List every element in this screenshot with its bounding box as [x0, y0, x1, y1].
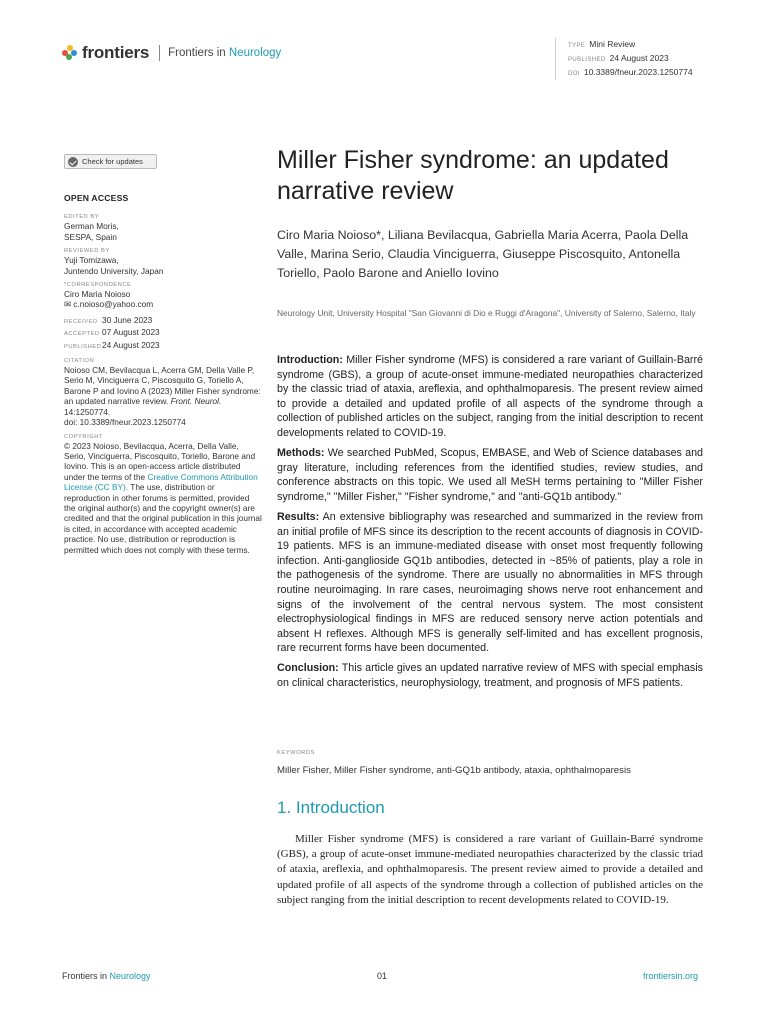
- edited-by-block: [64, 213, 262, 242]
- abstract-text: This article gives an updated narrative review of MFS with special emphasis on clinical characteristics, neurophysiology, treatment, and prognosis of MFS patients.: [277, 662, 703, 689]
- abstract-heading: Results:: [277, 510, 320, 523]
- journal-accent: Neurology: [228, 47, 282, 59]
- check-updates-label: Check for updates: [82, 157, 143, 166]
- date-received: [64, 315, 262, 327]
- abstract-heading: Methods:: [277, 447, 325, 460]
- footer-journal: [62, 971, 151, 981]
- check-updates-button[interactable]: [64, 154, 157, 169]
- correspondence-block: [64, 281, 262, 310]
- abstract-heading: Conclusion:: [277, 662, 339, 675]
- abstract-results: [277, 510, 703, 656]
- author-list: Ciro Maria Noioso*, Liliana Bevilacqua, Gabriella Maria Acerra, Paola Della Valle, Marina Serio, Claudia Vinciguerra, Giuseppe Piscosquito, Antonella Toriello, Paolo Barone and Aniello Iovino: [277, 228, 689, 280]
- correspondence-name: Ciro Maria Noioso: [64, 289, 131, 300]
- meta-key: DOI: [568, 71, 580, 77]
- meta-published: [568, 52, 693, 66]
- footer-journal-accent: Neurology: [109, 971, 151, 981]
- meta-key: TYPE: [568, 43, 586, 49]
- copyright-post: The use, distribution or reproduction in other forums is permitted, provided the original author(s) and the copyright owner(s) are credited and that the original publication in this journal is cited, in accordance with accepted academic practice. No use, distribution or reproduction is permitted which does not comply with these terms.: [64, 482, 262, 555]
- citation-doi[interactable]: doi: 10.3389/fneur.2023.1250774: [64, 417, 186, 428]
- abstract-introduction: [277, 353, 703, 441]
- date-value: 30 June 2023: [102, 314, 153, 325]
- body-paragraph: Miller Fisher syndrome (MFS) is considered a rare variant of Guillain-Barré syndrome (GBS), a group of acute-onset immune-mediated neuropathies characterized by the classic triad of ataxia, areflexia, and ophthalmoparesis. The present review aimed to provide a detailed and updated profile of all aspects of the syndrome through a collection of published articles on the subject ranging from the initial description to recent developments related to COVID-19.: [277, 833, 703, 906]
- abstract-conclusion: [277, 661, 703, 690]
- footer-site-link[interactable]: frontiersin.org: [643, 971, 699, 981]
- journal-name[interactable]: [168, 47, 281, 59]
- brand-name: frontiers: [82, 43, 150, 62]
- header-divider: [159, 45, 160, 61]
- sidebar: [64, 193, 262, 560]
- meta-value: Mini Review: [589, 39, 636, 49]
- editor-name: German Moris,: [64, 221, 119, 232]
- citation-journal: Front. Neurol.: [170, 396, 222, 407]
- date-key: RECEIVED: [64, 318, 98, 325]
- frontiers-logo-icon: [62, 45, 78, 61]
- date-key: PUBLISHED: [64, 343, 102, 350]
- editor-affiliation: SESPA, Spain: [64, 231, 117, 242]
- citation-label: CITATION: [64, 358, 95, 365]
- dates-block: [64, 315, 262, 352]
- check-icon: [68, 157, 78, 167]
- citation-volume: 14:1250774.: [64, 406, 111, 417]
- citation-text: [64, 365, 262, 417]
- copyright-pre: © 2023 Noioso, Bevilacqua, Acerra, Della Valle, Serio, Vinciguerra, Piscosquito, Toriello, Barone and Iovino. This is an open-access article distributed under the terms of the: [64, 440, 256, 482]
- footer-journal-prefix: Frontiers in: [62, 971, 110, 981]
- keywords-label: KEYWORDS: [277, 750, 315, 756]
- open-access-label: OPEN ACCESS: [64, 193, 129, 203]
- abstract-heading: Introduction:: [277, 354, 343, 366]
- correspondence-label: *CORRESPONDENCE: [64, 282, 132, 289]
- frontiers-logo[interactable]: [62, 43, 281, 63]
- keywords: Miller Fisher, Miller Fisher syndrome, anti-GQ1b antibody, ataxia, ophthalmoparesis: [277, 765, 631, 776]
- article-title: Miller Fisher syndrome: an updated narrative review: [277, 146, 669, 205]
- meta-value: 24 August 2023: [609, 53, 669, 63]
- mail-icon: ✉: [64, 299, 74, 310]
- date-accepted: [64, 327, 262, 339]
- correspondence-email-row[interactable]: [64, 299, 262, 309]
- meta-type: [568, 38, 693, 52]
- date-value: 07 August 2023: [102, 327, 160, 338]
- abstract-text: Miller Fisher syndrome (MFS) is considered a rare variant of Guillain-Barré syndrome (GBS), a group of acute-onset immune-mediated neuropathies characterized by the classic triad of ataxia, areflexia, and ophthalmoparesis. The present review aimed to provide a detailed and updated profile of all aspects of the syndrome through a collection of published articles on the subject, ranging from the initial description to recent developments related to COVID-19.: [277, 354, 703, 439]
- copyright-block: [64, 433, 262, 555]
- reviewed-by-label: REVIEWED BY: [64, 248, 110, 255]
- page-number: 01: [377, 971, 388, 981]
- copyright-label: COPYRIGHT: [64, 433, 103, 440]
- article-meta: [555, 38, 693, 80]
- reviewed-by-block: [64, 247, 262, 276]
- section-heading: 1. Introduction: [277, 798, 385, 817]
- edited-by-label: EDITED BY: [64, 214, 100, 221]
- copyright-text: [64, 441, 262, 555]
- abstract: [277, 353, 703, 696]
- abstract-text: We searched PubMed, Scopus, EMBASE, and Web of Science databases and gray literature, including references from the identified studies, review studies, and conference abstracts on this topic. We used all MeSH terms pertaining to "Miller Fisher syndrome," "Miller Fisher," "Fisher syndrome," and "anti-GQ1b antibody.": [277, 447, 703, 503]
- license-link[interactable]: Creative Commons Attribution License (CC BY).: [64, 471, 258, 493]
- citation-main: Noioso CM, Bevilacqua L, Acerra GM, Della Valle P, Serio M, Vinciguerra C, Piscosquito G, Toriello A, Barone P and Iovino A (2023) Miller Fisher syndrome: an updated narrative review.: [64, 365, 261, 407]
- meta-doi[interactable]: [568, 66, 693, 80]
- citation-block: [64, 357, 262, 427]
- date-value: 24 August 2023: [102, 339, 160, 350]
- meta-value[interactable]: 10.3389/fneur.2023.1250774: [583, 67, 693, 77]
- journal-prefix: Frontiers in: [168, 47, 229, 59]
- date-published: [64, 340, 262, 352]
- date-key: ACCEPTED: [64, 331, 100, 338]
- meta-key: PUBLISHED: [568, 57, 606, 63]
- correspondence-email[interactable]: c.noioso@yahoo.com: [73, 299, 154, 310]
- reviewer-name: Yuji Tomizawa,: [64, 255, 119, 266]
- abstract-text: An extensive bibliography was researched and summarized in the review from an initial profile of MFS since its description to the recent accounts of diagnosis in COVID-19 patients. MFS is an immune-mediated disease with onset most frequently following infection. Anti-ganglioside GQ1b antibodies, detected in ~85% of patients, play a role in the pathogenesis of the syndrome. There are usually no abnormalities in MFS through routine neuroimaging. In rare cases, neuroimaging shows nerve root enhancement and signs of the involvement of the central nervous system. The most consistent electrophysiological findings in MFS are reduced sensory nerve action potentials and absent H reflexes. Although MFS is generally self-limited and has excellent prognosis, rare recurrent forms have been documented.: [277, 510, 703, 655]
- affiliation: Neurology Unit, University Hospital "San Giovanni di Dio e Ruggi d'Aragona", University of Salerno, Salerno, Italy: [277, 308, 696, 318]
- reviewer-affiliation: Juntendo University, Japan: [64, 265, 164, 276]
- abstract-methods: [277, 446, 703, 504]
